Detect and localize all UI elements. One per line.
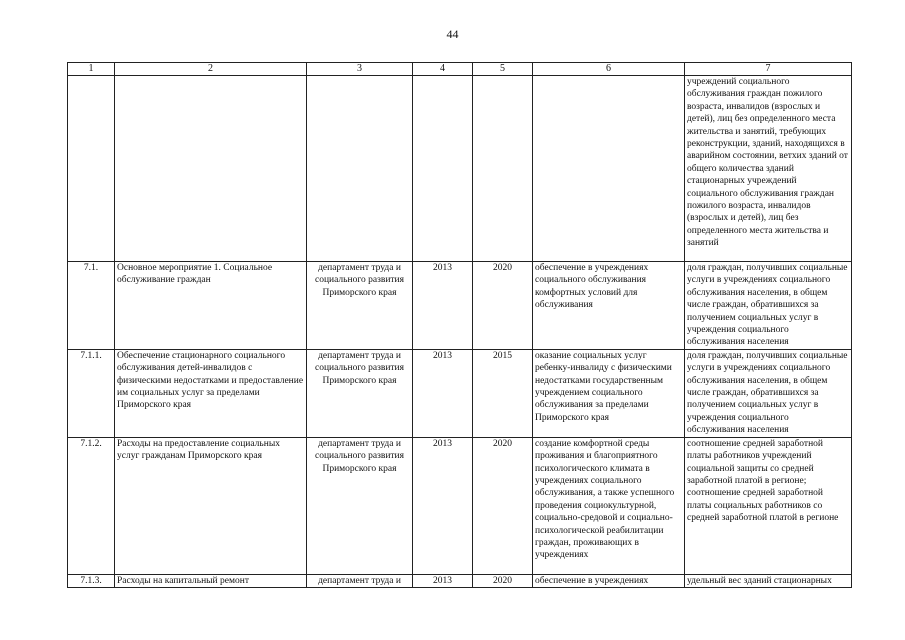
row-number: 7.1.2. <box>68 437 115 574</box>
table-row <box>68 437 852 574</box>
start-year: 2013 <box>413 262 473 350</box>
column-header: 6 <box>533 63 685 76</box>
indicator: учреждений социального обслуживания граждан пожилого возраста, инвалидов (взрослых и детей), лиц без определенного места жительства и занятий, требующих реконструкции, зданий, находящихся в аварийном состоянии, ветхих зданий от общего количества зданий стационарных учреждений социального обслуживания граждан пожилого возраста, инвалидов (взрослых и детей), лиц без определенного места жительства и занятий <box>685 76 852 262</box>
start-year: 2013 <box>413 349 473 437</box>
column-header: 4 <box>413 63 473 76</box>
start-year: 2013 <box>413 574 473 587</box>
program-table <box>67 62 852 588</box>
table-row <box>68 262 852 350</box>
executor <box>307 76 413 262</box>
row-number <box>68 76 115 262</box>
column-header: 2 <box>115 63 307 76</box>
start-year: 2013 <box>413 437 473 574</box>
expected-result: оказание социальных услуг ребенку-инвалиду с физическими недостатками государственным учреждением социального обслуживания за пределами Приморского края <box>533 349 685 437</box>
expected-result: создание комфортной среды проживания и благоприятного психологического климата в учреждениях социального обслуживания, а также успешного проведения социокультурной, социально-средовой и социально-психологической реабилитации граждан, проживающих в учреждениях <box>533 437 685 574</box>
executor: департамент труда и социального развития Приморского края <box>307 437 413 574</box>
start-year <box>413 76 473 262</box>
table-row <box>68 76 852 262</box>
activity-name <box>115 76 307 262</box>
expected-result: обеспечение в учреждениях социального обслуживания комфортных условий для обслуживания <box>533 262 685 350</box>
row-number: 7.1. <box>68 262 115 350</box>
page-number: 44 <box>446 27 459 41</box>
activity-name: Основное мероприятие 1. Социальное обслуживание граждан <box>115 262 307 350</box>
table-row <box>68 574 852 587</box>
end-year: 2015 <box>473 349 533 437</box>
table-row <box>68 349 852 437</box>
column-header: 5 <box>473 63 533 76</box>
activity-name: Обеспечение стационарного социального обслуживания детей-инвалидов с физическими недостатками и предоставление им социальных услуг за пределами Приморского края <box>115 349 307 437</box>
indicator: удельный вес зданий стационарных <box>685 574 852 587</box>
indicator: доля граждан, получивших социальные услуги в учреждениях социального обслуживания населения, в общем числе граждан, обратившихся за получением социальных услуг в учреждения социального обслуживания населения <box>685 262 852 350</box>
executor: департамент труда и социального развития Приморского края <box>307 262 413 350</box>
end-year: 2020 <box>473 262 533 350</box>
end-year <box>473 76 533 262</box>
row-number: 7.1.1. <box>68 349 115 437</box>
column-header: 1 <box>68 63 115 76</box>
column-header: 7 <box>685 63 852 76</box>
activity-name: Расходы на капитальный ремонт <box>115 574 307 587</box>
column-header: 3 <box>307 63 413 76</box>
executor: департамент труда и <box>307 574 413 587</box>
indicator: соотношение средней заработной платы работников учреждений социальной защиты со средней заработной платой в регионе; соотношение средней заработной платы социальных работников со средней заработной платой в регионе <box>685 437 852 574</box>
expected-result <box>533 76 685 262</box>
indicator: доля граждан, получивших социальные услуги в учреждениях социального обслуживания населения, в общем числе граждан, обратившихся за получением социальных услуг в учреждения социального обслуживания населения <box>685 349 852 437</box>
end-year: 2020 <box>473 437 533 574</box>
executor: департамент труда и социального развития Приморского края <box>307 349 413 437</box>
row-number: 7.1.3. <box>68 574 115 587</box>
table-header-row <box>68 63 852 76</box>
end-year: 2020 <box>473 574 533 587</box>
expected-result: обеспечение в учреждениях <box>533 574 685 587</box>
activity-name: Расходы на предоставление социальных услуг гражданам Приморского края <box>115 437 307 574</box>
